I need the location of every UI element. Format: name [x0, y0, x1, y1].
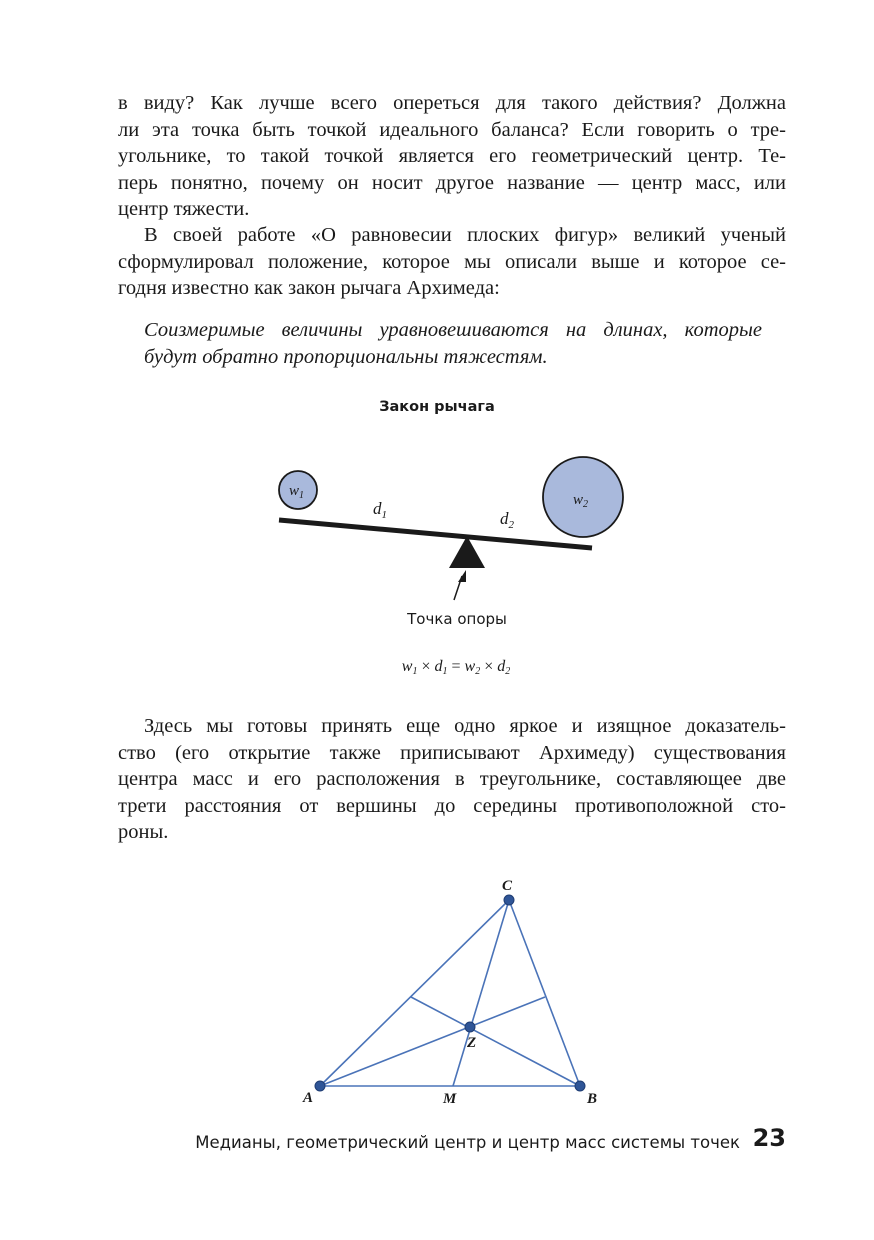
text-line: Здесь мы готовы принять еще одно яркое и изящное доказатель-	[144, 715, 786, 737]
point-B	[575, 1081, 585, 1091]
median-from-B	[411, 997, 580, 1086]
fulcrum-label: Точка опоры	[407, 610, 507, 628]
text-line: роны.	[118, 821, 169, 843]
label-C: C	[502, 878, 513, 894]
text-line: центр тяжести.	[118, 198, 250, 220]
quote-line: будут обратно пропорциональны тяжестям.	[144, 345, 548, 368]
text-line: годня известно как закон рычага Архимеда:	[118, 277, 500, 299]
point-Z	[465, 1022, 475, 1032]
w2-label: $w_2$	[573, 492, 589, 510]
label-B: B	[587, 1091, 598, 1107]
running-footer: Медианы, геометрический центр и центр масс системы точек	[195, 1133, 740, 1152]
w1-label: $w_1$	[289, 483, 305, 501]
lever-figure-title: Закон рычага	[379, 399, 495, 415]
text-line: ли эта точка быть точкой идеального баланса? Если говорить о тре-	[118, 118, 786, 141]
point-A	[315, 1081, 325, 1091]
text-line: сформулировал положение, которое мы описали выше и которое се-	[118, 250, 786, 273]
side-BC	[509, 900, 580, 1086]
page-number: 23	[752, 1124, 786, 1152]
d2-label: $d_2$	[500, 509, 514, 531]
label-Z: Z	[467, 1035, 477, 1051]
d1-label: $d_1$	[373, 499, 387, 521]
quote-line: Соизмеримые величины уравновешиваются на длинах, которые	[144, 319, 762, 341]
text-line: центра масс и его расположения в треугольнике, составляющее две	[118, 768, 786, 790]
point-C	[504, 895, 514, 905]
lever-formula: w1 × d1 = w2 × d2	[401, 658, 511, 677]
text-line: перь понятно, почему он носит другое название — центр масс, или	[118, 171, 786, 194]
text-line: ство (его открытие также приписывают Архимеду) существования	[118, 741, 786, 764]
label-A: A	[303, 1090, 314, 1106]
text-line: трети расстояния от вершины до середины противоположной сто-	[118, 794, 786, 817]
label-M: M	[443, 1091, 457, 1107]
text-line: В своей работе «О равновесии плоских фигур» великий ученый	[144, 224, 786, 246]
text-line: угольнике, то такой точкой является его геометрический центр. Те-	[118, 145, 786, 167]
median-from-A	[320, 997, 545, 1086]
text-line: в виду? Как лучше всего опереться для такого действия? Должна	[118, 92, 786, 114]
